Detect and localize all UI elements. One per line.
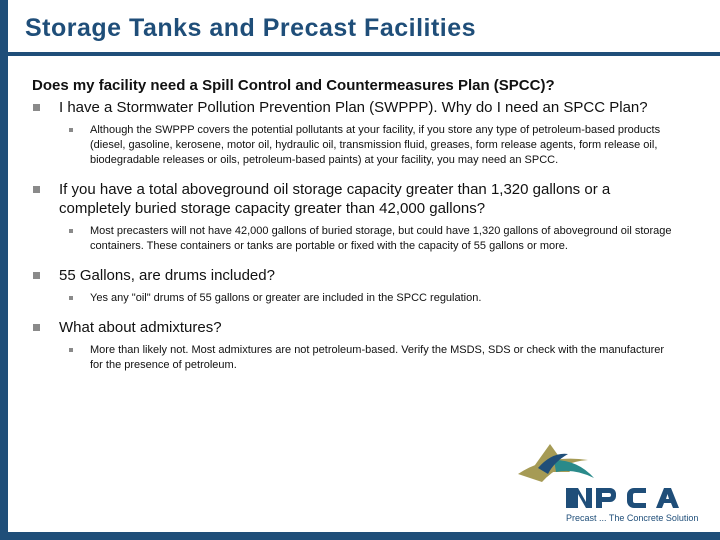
npca-logo-mark [508,438,708,518]
square-bullet-icon [33,104,40,111]
bullet-item [32,180,672,218]
logo-tagline: Precast ... The Concrete Solution [566,513,699,523]
bullet-item [32,266,672,285]
square-bullet-icon [69,229,73,233]
square-bullet-icon [69,296,73,300]
bullet-item [32,318,672,337]
npca-logo [508,438,708,528]
bullet-text: If you have a total aboveground oil storage capacity greater than 1,320 gallons or a completely buried storage capacity greater than 42,000 gallons? [59,181,611,217]
sub-bullet-item [32,291,672,306]
bullet-text: 55 Gallons, are drums included? [59,267,275,284]
sub-bullet-item [32,123,672,168]
question-heading: Does my facility need a Spill Control and Countermeasures Plan (SPCC)? [32,77,555,94]
sub-bullet-item [32,343,672,373]
sub-bullet-text: More than likely not. Most admixtures are not petroleum-based. Verify the MSDS, SDS or check with the manufacturer for the presence of petroleum. [90,344,665,371]
sub-bullet-text: Yes any "oil" drums of 55 gallons or greater are included in the SPCC regulation. [90,292,482,304]
sub-bullet-text: Most precasters will not have 42,000 gallons of buried storage, but could have 1,320 gallons of aboveground oil storage containers. These containers or tanks are portable or fixed with the capacity of 55 gallons or more. [90,225,672,252]
title-divider [8,52,720,56]
bullet-text: What about admixtures? [59,319,222,336]
square-bullet-icon [33,186,40,193]
sub-bullet-item [32,224,672,254]
bullet-item [32,98,672,117]
bullet-text: I have a Stormwater Pollution Prevention Plan (SWPPP). Why do I need an SPCC Plan? [59,99,648,116]
sub-bullet-text: Although the SWPPP covers the potential pollutants at your facility, if you store any type of petroleum-based products (diesel, gasoline, kerosene, motor oil, hydraulic oil, transmission fluid, greases, form release agents, form release oil, biodegradable releases or oils, petroleum-based paints) at your facility, you may need an SPCC. [90,124,661,166]
square-bullet-icon [69,128,73,132]
square-bullet-icon [69,348,73,352]
square-bullet-icon [33,324,40,331]
square-bullet-icon [33,272,40,279]
slide [8,0,720,532]
slide-title: Storage Tanks and Precast Facilities [25,14,477,42]
slide-body [32,76,672,385]
